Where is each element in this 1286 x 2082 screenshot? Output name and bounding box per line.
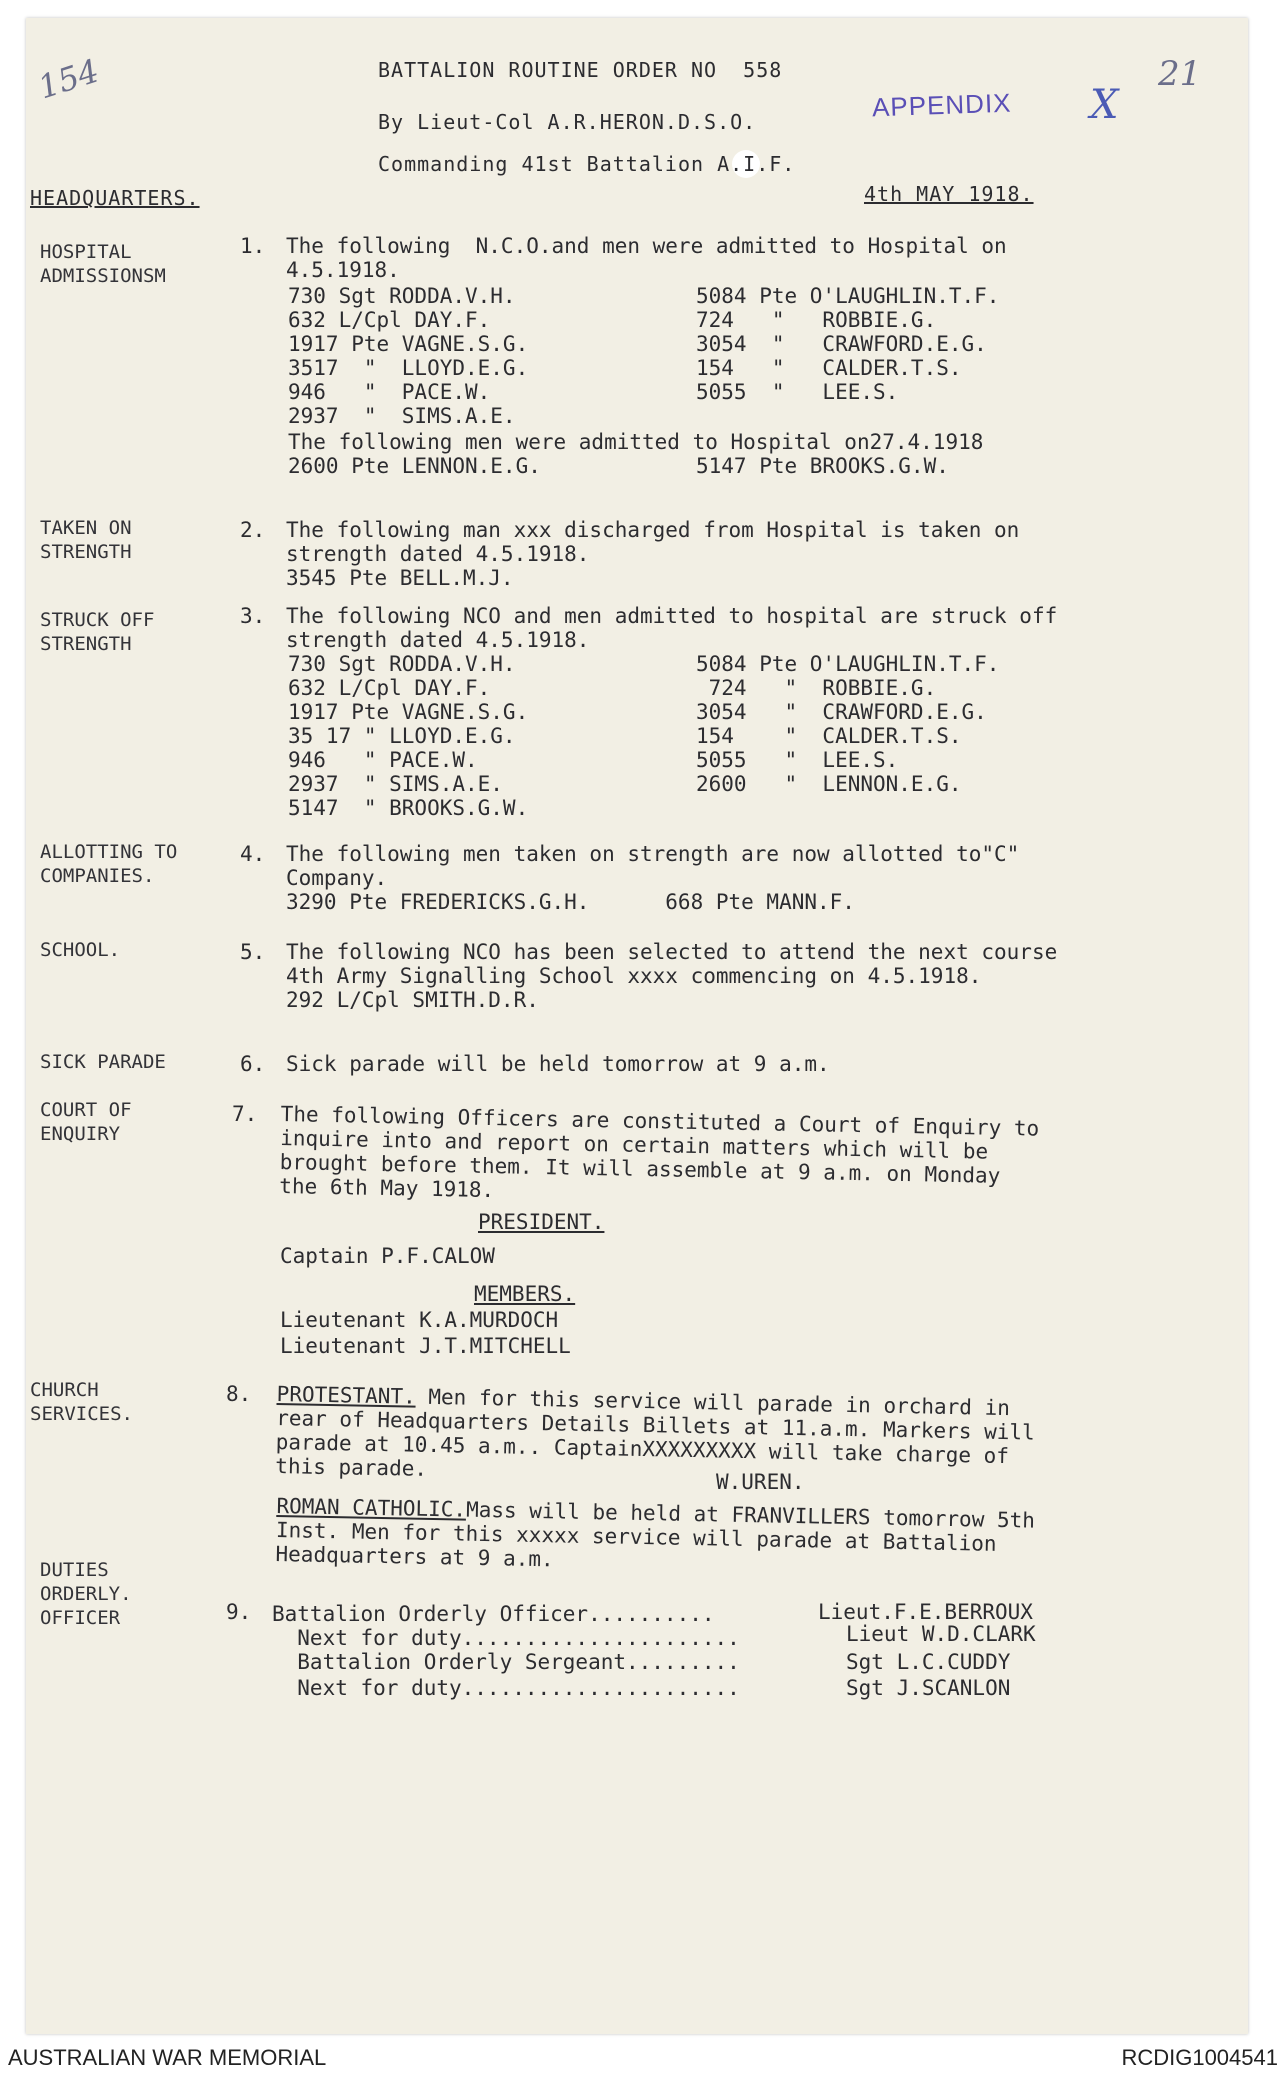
- order-number: 5.: [240, 940, 266, 964]
- side-heading-hospital: HOSPITAL ADMISSIONSM: [40, 241, 166, 287]
- members-label: MEMBERS.: [474, 1282, 576, 1306]
- table-cell: 5084 Pte O'LAUGHLIN.T.F.: [696, 652, 1000, 676]
- table-cell: 3054 " CRAWFORD.E.G.: [696, 332, 987, 356]
- order-number: 8.: [226, 1382, 252, 1406]
- table-cell: 730 Sgt RODDA.V.H.: [288, 652, 516, 676]
- order-number: 7.: [232, 1102, 258, 1126]
- duty-label: Battalion Orderly Officer..........: [272, 1602, 715, 1626]
- duty-label: Battalion Orderly Sergeant.........: [272, 1650, 740, 1674]
- table-cell: 5147 Pte BROOKS.G.W.: [696, 454, 949, 478]
- appendix-mark: X: [1090, 82, 1119, 128]
- side-heading-taken-on: TAKEN ON STRENGTH: [40, 517, 132, 563]
- member-name: Lieutenant K.A.MURDOCH: [280, 1308, 559, 1332]
- appendix-stamp: APPENDIX: [871, 87, 1012, 123]
- table-cell: 5055 " LEE.S.: [696, 748, 899, 772]
- footer-source: AUSTRALIAN WAR MEMORIAL: [8, 2045, 327, 2070]
- order-text: The following Officers are constituted a Court of Enquiry to inquire into and report on certain matters which will be brought before them. It will assemble at 9 a.m. on Monday the 6th May 1918.: [279, 1102, 1040, 1203]
- protestant-label: PROTESTANT.: [276, 1382, 416, 1409]
- side-heading-school: SCHOOL.: [40, 939, 121, 961]
- table-cell: 724 " ROBBIE.G.: [696, 308, 937, 332]
- duty-label: Next for duty......................: [272, 1676, 740, 1700]
- protestant-text: Men for this service will parade in orchard in rear of Headquarters Details Billets at 11.a.m. Markers will parade at 10.45 a.m.. CaptainXXXXXXXXX will take charge of this parade.: [275, 1384, 1035, 1481]
- duty-name: Lieut.F.E.BERROUX: [818, 1600, 1033, 1624]
- footer-record-id: RCDIG1004541: [1121, 2045, 1278, 2070]
- catholic-paragraph: [275, 1494, 1035, 1581]
- table-cell: 946 " PACE.W.: [288, 380, 491, 404]
- order-commanding: Commanding 41st Battalion A.I.F.: [378, 152, 796, 176]
- table-cell: 730 Sgt RODDA.V.H.: [288, 284, 516, 308]
- table-cell: 632 L/Cpl DAY.F.: [288, 676, 491, 700]
- order-text: The following men taken on strength are now allotted to"C" Company. 3290 Pte FREDERICKS.G.H. 668 Pte MANN.F.: [286, 842, 1020, 914]
- catholic-label: ROMAN CATHOLIC.: [276, 1494, 467, 1522]
- folio-number: 21: [1158, 54, 1202, 94]
- order-number: 3.: [240, 604, 266, 628]
- table-cell: 3517 " LLOYD.E.G.: [288, 356, 529, 380]
- table-cell: 1917 Pte VAGNE.S.G.: [288, 332, 529, 356]
- side-heading-struck-off: STRUCK OFF STRENGTH: [40, 609, 155, 655]
- order-text: The following men were admitted to Hospital on27.4.1918: [288, 430, 984, 454]
- order-date: 4th MAY 1918.: [864, 182, 1034, 206]
- order-authority: By Lieut-Col A.R.HERON.D.S.O.: [378, 110, 757, 134]
- order-number: 6.: [240, 1052, 266, 1076]
- member-name: Lieutenant J.T.MITCHELL: [280, 1334, 571, 1358]
- protestant-insert: W.UREN.: [716, 1470, 805, 1494]
- table-cell: 2937 " SIMS.A.E.: [288, 404, 516, 428]
- unit-heading: HEADQUARTERS.: [30, 186, 200, 210]
- order-number: 9.: [226, 1600, 252, 1624]
- table-cell: 154 " CALDER.T.S.: [696, 724, 962, 748]
- table-cell: 35 17 " LLOYD.E.G.: [288, 724, 516, 748]
- side-heading-sick-parade: SICK PARADE: [40, 1051, 166, 1073]
- catholic-text: Mass will be held at FRANVILLERS tomorrow 5th Inst. Men for this xxxxx service will parade at Battalion Headquarters at 9 a.m.: [275, 1497, 1036, 1572]
- order-title: BATTALION ROUTINE ORDER NO 558: [378, 58, 783, 82]
- order-number: 1.: [240, 234, 266, 258]
- duty-name: Lieut W.D.CLARK: [846, 1622, 1036, 1646]
- order-number: 4.: [240, 842, 266, 866]
- table-cell: 5147 " BROOKS.G.W.: [288, 796, 529, 820]
- table-cell: 946 " PACE.W.: [288, 748, 478, 772]
- order-text: The following NCO and men admitted to hospital are struck off strength dated 4.5.1918.: [286, 604, 1058, 652]
- order-number: 2.: [240, 518, 266, 542]
- order-text: The following N.C.O.and men were admitted to Hospital on 4.5.1918.: [286, 234, 1007, 282]
- table-cell: 154 " CALDER.T.S.: [696, 356, 962, 380]
- duty-name: Sgt J.SCANLON: [846, 1676, 1011, 1700]
- table-cell: 632 L/Cpl DAY.F.: [288, 308, 491, 332]
- order-text: The following NCO has been selected to attend the next course 4th Army Signalling School xxxx commencing on 4.5.1918. 292 L/Cpl SMITH.D.R.: [286, 940, 1058, 1012]
- table-cell: 2600 " LENNON.E.G.: [696, 772, 962, 796]
- table-cell: 1917 Pte VAGNE.S.G.: [288, 700, 529, 724]
- duty-name: Sgt L.C.CUDDY: [846, 1650, 1011, 1674]
- table-cell: 5084 Pte O'LAUGHLIN.T.F.: [696, 284, 1000, 308]
- pencil-page-number: 154: [33, 51, 104, 107]
- side-heading-church-services: CHURCH SERVICES.: [30, 1379, 133, 1425]
- president-name: Captain P.F.CALOW: [280, 1244, 495, 1268]
- duty-label: Next for duty......................: [272, 1626, 740, 1650]
- document-page: [26, 18, 1248, 2034]
- table-cell: 5055 " LEE.S.: [696, 380, 899, 404]
- side-heading-duties: DUTIES ORDERLY. OFFICER: [40, 1559, 132, 1629]
- side-heading-court-of-enquiry: COURT OF ENQUIRY: [40, 1099, 132, 1145]
- table-cell: 724 " ROBBIE.G.: [696, 676, 937, 700]
- protestant-paragraph: [275, 1382, 1035, 1493]
- president-label: PRESIDENT.: [478, 1210, 605, 1234]
- table-cell: 2937 " SIMS.A.E.: [288, 772, 503, 796]
- table-cell: 3054 " CRAWFORD.E.G.: [696, 700, 987, 724]
- side-heading-allotting: ALLOTTING TO COMPANIES.: [40, 841, 178, 887]
- table-cell: 2600 Pte LENNON.E.G.: [288, 454, 541, 478]
- order-text: The following man xxx discharged from Hospital is taken on strength dated 4.5.1918. 3545 Pte BELL.M.J.: [286, 518, 1020, 590]
- order-text: Sick parade will be held tomorrow at 9 a.m.: [286, 1052, 830, 1076]
